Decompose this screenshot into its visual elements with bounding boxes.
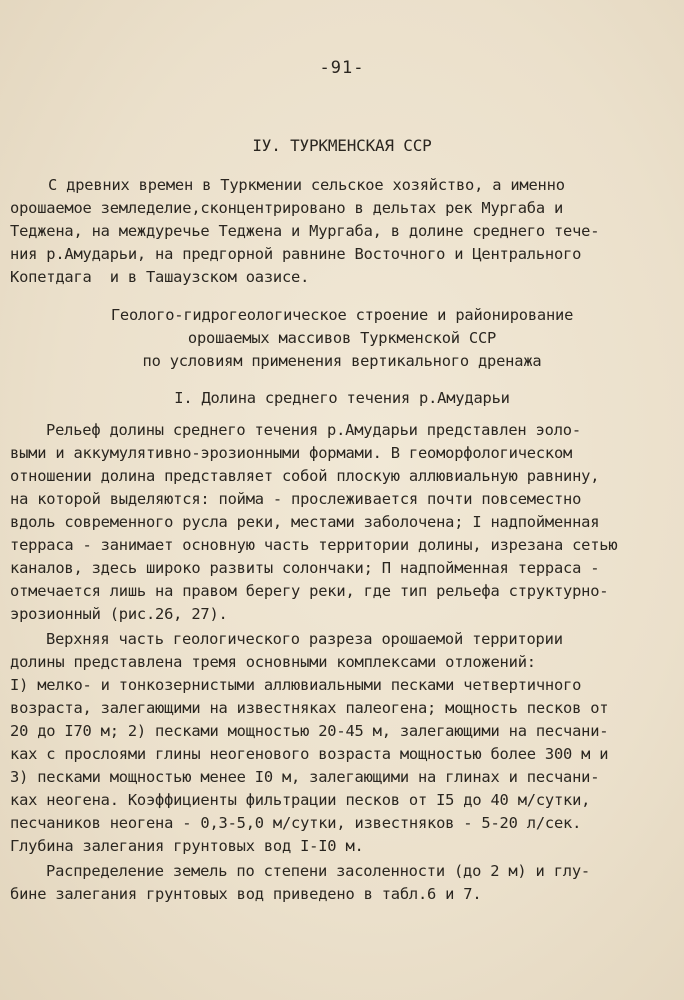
paragraph3-line-2: бине залегания грунтовых вод приведено в табл.6 и 7. bbox=[10, 885, 482, 903]
paragraph1-line-6: терраса - занимает основную часть территории долины, изрезана сетью bbox=[10, 536, 618, 554]
subsection-title: I. Долина среднего течения р.Амударьи bbox=[174, 389, 510, 407]
intro-line-3: Теджена, на междуречье Теджена и Мургаба, в долине среднего тече- bbox=[10, 222, 600, 240]
subtitle-line-2: орошаемых массивов Туркменской ССР bbox=[187, 329, 497, 347]
paragraph1-line-9: эрозионный (рис.26, 27). bbox=[10, 605, 228, 623]
paragraph1-line-3: отношении долина представляет собой плоскую аллювиальную равнину, bbox=[10, 467, 600, 485]
subtitle-line-1: Геолого-гидрогеологическое строение и районирование bbox=[110, 306, 574, 324]
subtitle-line-3: по условиям применения вертикального дренажа bbox=[142, 352, 542, 370]
paragraph1-line-4: на которой выделяются: пойма - прослеживается почти повсеместно bbox=[10, 490, 582, 508]
paragraph2-line-4: возраста, залегающими на известняках палеогена; мощность песков от bbox=[10, 699, 609, 717]
paragraph2-line-3: I) мелко- и тонкозернистыми аллювиальными песками четвертичного bbox=[10, 676, 582, 694]
intro-line-2: орошаемое земледелие,сконцентрировано в дельтах рек Мургаба и bbox=[10, 199, 564, 217]
page-number: -91- bbox=[319, 58, 365, 78]
paragraph3-line-1: Распределение земель по степени засоленности (до 2 м) и глу- bbox=[46, 862, 590, 880]
intro-line-1: С древних времен в Туркмении сельское хозяйство, а именно bbox=[48, 176, 565, 194]
paragraph1-line-8: отмечается лишь на правом берегу реки, где тип рельефа структурно- bbox=[10, 582, 609, 600]
intro-line-4: ния р.Амударьи, на предгорной равнине Восточного и Центрального bbox=[10, 245, 582, 263]
paragraph2-line-2: долины представлена тремя основными комплексами отложений: bbox=[10, 653, 536, 671]
paragraph2-line-1: Верхняя часть геологического разреза орошаемой территории bbox=[46, 630, 563, 648]
paragraph1-line-2: выми и аккумулятивно-эрозионными формами. В геоморфологическом bbox=[10, 444, 573, 462]
paragraph1-line-7: каналов, здесь широко развиты солончаки; П надпойменная терраса - bbox=[10, 559, 600, 577]
paragraph2-line-6: ках с прослоями глины неогенового возраста мощностью более 300 м и bbox=[10, 745, 609, 763]
paragraph2-line-7: 3) песками мощностью менее I0 м, залегающими на глинах и песчани- bbox=[10, 768, 600, 786]
paragraph1-line-5: вдоль современного русла реки, местами заболочена; I надпойменная bbox=[10, 513, 600, 531]
paragraph1-line-1: Рельеф долины среднего течения р.Амударьи представлен эоло- bbox=[46, 421, 581, 439]
paragraph2-line-8: ках неогена. Коэффициенты фильтрации песков от I5 до 40 м/сутки, bbox=[10, 791, 591, 809]
paragraph2-line-10: Глубина залегания грунтовых вод I-I0 м. bbox=[10, 837, 364, 855]
paragraph2-line-9: песчаников неогена - 0,3-5,0 м/сутки, известняков - 5-20 л/сек. bbox=[10, 814, 582, 832]
paragraph2-line-5: 20 до I70 м; 2) песками мощностью 20-45 м, залегающими на песчани- bbox=[10, 722, 609, 740]
section-title: IУ. ТУРКМЕНСКАЯ ССР bbox=[252, 136, 432, 155]
intro-line-5: Копетдага и в Ташаузском оазисе. bbox=[10, 268, 310, 286]
